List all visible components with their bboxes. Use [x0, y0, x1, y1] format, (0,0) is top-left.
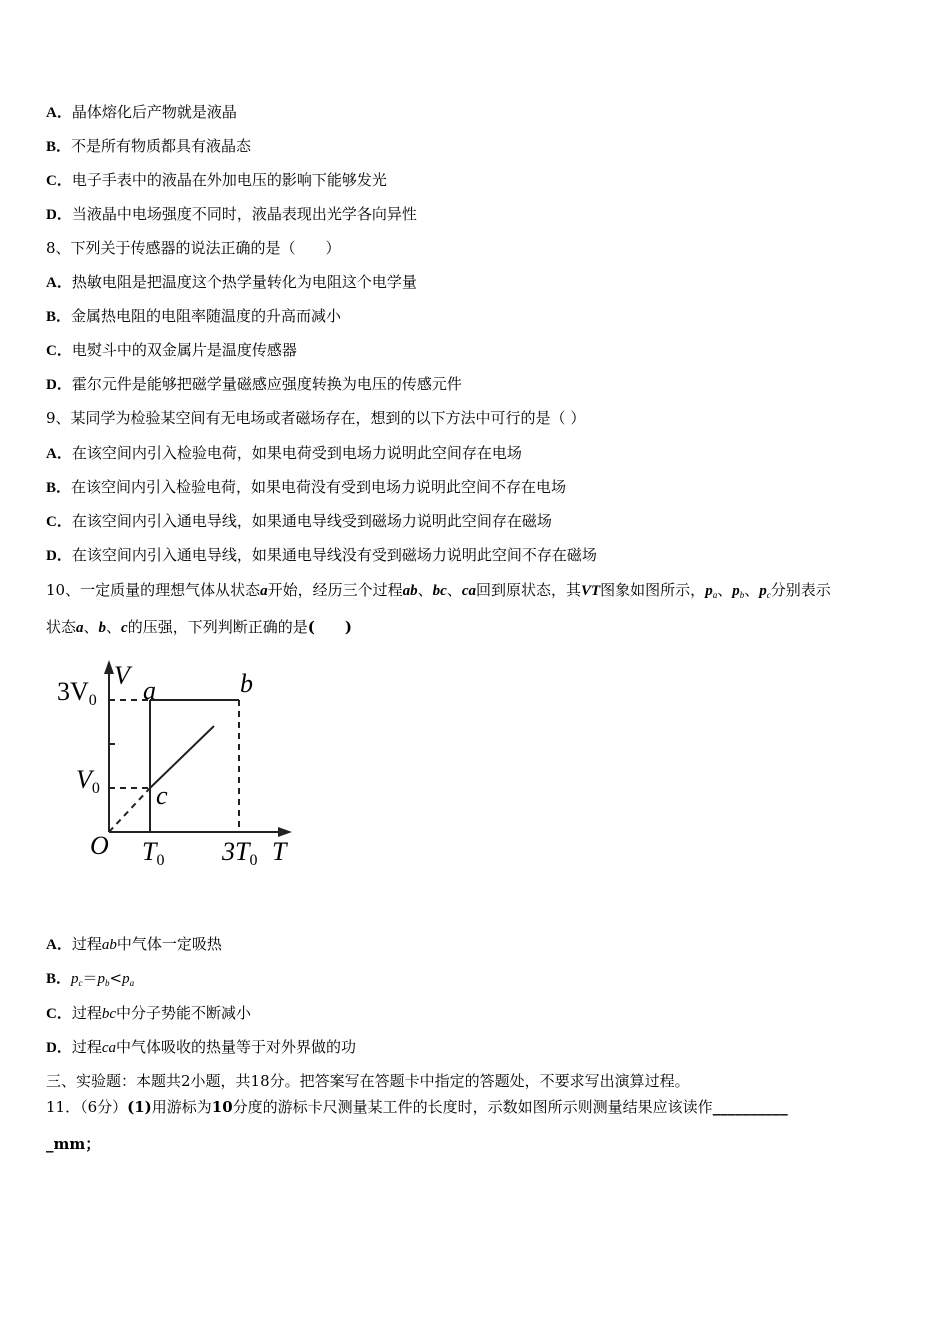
answer-blank[interactable]: __________: [712, 1098, 788, 1116]
q10-var: a: [76, 620, 84, 636]
q7-option-d: [46, 204, 920, 225]
q10-text: 、: [106, 618, 122, 636]
q9-option-d: [46, 545, 920, 566]
label-point-c: c: [156, 781, 168, 810]
q7-option-c: [46, 170, 920, 191]
option-letter: C．: [46, 343, 72, 359]
option-text: 电熨斗中的双金属片是温度传感器: [71, 341, 297, 359]
vt-diagram: [52, 652, 302, 872]
q10-option-c: [46, 1003, 920, 1024]
label-v0: V0: [76, 765, 100, 797]
q11-stem-line2: [46, 1134, 920, 1154]
y-axis-arrow-icon: [104, 660, 114, 674]
q10-text: 、: [417, 581, 433, 599]
option-letter: D．: [46, 207, 72, 223]
option-text: 晶体熔化后产物就是液晶: [71, 103, 237, 121]
q9-option-a: [46, 443, 920, 464]
option-text: 霍尔元件是能够把磁学量磁感应强度转换为电压的传感元件: [71, 375, 462, 393]
q10-text: 分别表示: [770, 581, 831, 599]
option-letter: B．: [46, 309, 72, 325]
option-var: ab: [101, 937, 117, 953]
label-3t0: 3T0: [222, 837, 258, 869]
option-sub: b: [105, 978, 110, 988]
q9-stem: 9、某同学为检验某空间有无电场或者磁场存在，想到的以下方法中可行的是（ ）: [46, 409, 586, 427]
option-sub: c: [78, 978, 83, 988]
option-text: 过程: [71, 1004, 102, 1022]
q10-sub: a: [712, 590, 718, 600]
option-letter: C．: [46, 173, 72, 189]
q10-text: 图象如图所示，: [600, 581, 706, 599]
q10-text: 、: [717, 581, 733, 599]
q10-text: 、: [83, 618, 99, 636]
q7-option-a: [46, 102, 920, 123]
q10-var: ca: [461, 583, 476, 599]
q10-paren: ( ): [307, 618, 352, 636]
option-var: p: [97, 971, 106, 987]
process-bc: [150, 726, 214, 788]
label-t0: T0: [142, 837, 165, 869]
label-3v0: 3V0: [57, 677, 97, 709]
option-letter: B．: [46, 480, 72, 496]
q10-text: 状态: [46, 618, 77, 636]
x-axis-arrow-icon: [278, 827, 292, 837]
q10-option-b: [46, 968, 920, 994]
q7-option-b: [46, 136, 920, 157]
q11-number: 11．（6分）: [46, 1098, 128, 1116]
label-point-a: a: [143, 676, 156, 705]
option-text: 电子手表中的液晶在外加电压的影响下能够发光: [71, 171, 387, 189]
option-var: ca: [101, 1040, 117, 1056]
option-text: 过程: [71, 1038, 102, 1056]
q10-stem-line2: [46, 617, 920, 638]
option-text: 在该空间内引入检验电荷，如果电荷受到电场力说明此空间存在电场: [71, 444, 522, 462]
q8-option-c: [46, 340, 920, 361]
q10-var: c: [121, 620, 128, 636]
option-text: 中分子势能不断减小: [116, 1004, 252, 1022]
label-v-axis: V: [114, 661, 130, 690]
option-letter: A．: [46, 446, 72, 462]
label-point-b: b: [240, 669, 253, 698]
q10-var: bc: [432, 583, 447, 599]
q8-option-d: [46, 374, 920, 395]
q11-text: 分度的游标卡尺测量某工件的长度时，示数如图所示则测量结果应该读作: [232, 1098, 713, 1116]
option-letter: B．: [46, 971, 72, 987]
option-text: 在该空间内引入通电导线，如果通电导线受到磁场力说明此空间存在磁场: [71, 512, 552, 530]
option-text: 金属热电阻的电阻率随温度的升高而减小: [71, 307, 342, 325]
q11-unit: _mm；: [46, 1135, 101, 1153]
option-letter: B．: [46, 139, 72, 155]
q10-text: 、: [744, 581, 760, 599]
q10-text: 、: [446, 581, 462, 599]
q10-var: p: [732, 583, 740, 599]
q10-var: a: [260, 583, 268, 599]
option-text: 热敏电阻是把温度这个热学量转化为电阻这个电学量: [71, 273, 417, 291]
option-letter: C．: [46, 514, 72, 530]
option-text: 在该空间内引入通电导线，如果通电导线没有受到磁场力说明此空间不存在磁场: [71, 546, 597, 564]
q10-text: 回到原状态，其: [475, 581, 581, 599]
option-letter: A．: [46, 937, 72, 953]
q8-option-a: [46, 272, 920, 293]
option-text: <: [109, 969, 123, 987]
option-letter: A．: [46, 275, 72, 291]
option-var: bc: [101, 1006, 117, 1022]
option-letter: D．: [46, 1040, 72, 1056]
q10-var: VT: [581, 583, 601, 599]
q10-text: 的压强，下列判断正确的是: [127, 618, 308, 636]
option-letter: D．: [46, 377, 72, 393]
option-letter: D．: [46, 548, 72, 564]
q10-var: b: [98, 620, 107, 636]
option-text: 在该空间内引入检验电荷，如果电荷没有受到电场力说明此空间不存在电场: [71, 478, 567, 496]
option-letter: C．: [46, 1006, 72, 1022]
option-var: p: [122, 971, 130, 987]
q10-option-d: [46, 1037, 920, 1058]
option-var: p: [71, 971, 79, 987]
q10-option-a: [46, 934, 920, 955]
q11-text: 用游标为: [151, 1098, 212, 1116]
option-text: ＝: [82, 969, 98, 987]
q10-var: p: [705, 583, 713, 599]
q8-option-b: [46, 306, 920, 327]
section-heading: 三、实验题：本题共2小题，共18分。把答案写在答题卡中指定的答题处，不要求写出演算过程。: [46, 1072, 690, 1090]
q10-sub: c: [766, 590, 771, 600]
label-t-axis: T: [272, 837, 287, 866]
option-sub: a: [129, 978, 135, 988]
option-text: 中气体吸收的热量等于对外界做的功: [116, 1038, 357, 1056]
q9-option-c: [46, 511, 920, 532]
option-letter: A．: [46, 105, 72, 121]
q11-num: 10: [211, 1098, 233, 1116]
q9-option-b: [46, 477, 920, 498]
option-text: 当液晶中电场强度不同时，液晶表现出光学各向异性: [71, 205, 417, 223]
q10-text: 开始，经历三个过程: [267, 581, 403, 599]
dashed-origin-c: [109, 788, 150, 832]
option-text: 过程: [71, 935, 102, 953]
q10-var: p: [759, 583, 767, 599]
label-origin: O: [90, 831, 109, 860]
q11-stem: [46, 1097, 920, 1117]
q10-var: ab: [402, 583, 418, 599]
q10-sub: b: [739, 590, 745, 600]
q10-stem-line1: [46, 580, 920, 606]
option-text: 中气体一定吸热: [116, 935, 222, 953]
q10-text: 10、一定质量的理想气体从状态: [46, 581, 261, 599]
q8-stem: 8、下列关于传感器的说法正确的是（ ）: [46, 239, 341, 257]
option-text: 不是所有物质都具有液晶态: [71, 137, 252, 155]
q11-part: (1): [127, 1098, 152, 1116]
